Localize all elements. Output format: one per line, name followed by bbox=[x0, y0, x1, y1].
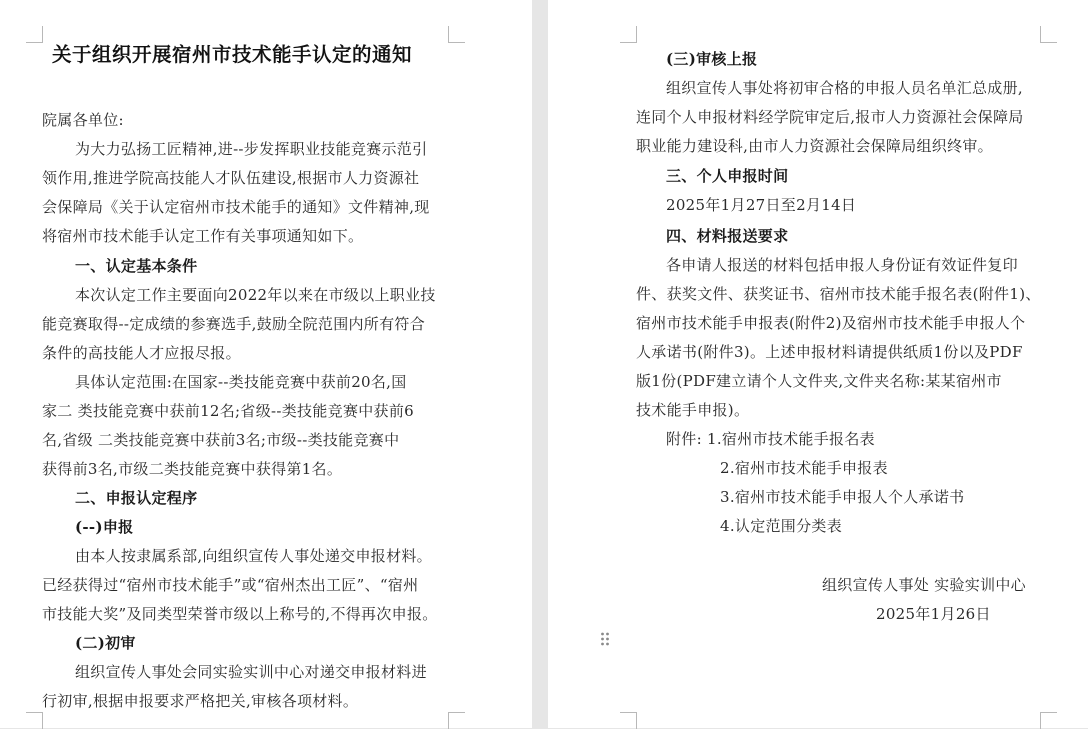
body-line: 件、获奖文件、获奖证书、宿州市技术能手报名表(附件1)、 bbox=[636, 285, 1041, 303]
crop-mark-top-left bbox=[620, 26, 637, 43]
crop-mark-bottom-left bbox=[620, 712, 637, 729]
crop-mark-bottom-right bbox=[448, 712, 465, 729]
salutation: 院属各单位: bbox=[42, 111, 124, 129]
issuer-signature: 组织宣传人事处 实验实训中心 bbox=[822, 576, 1026, 594]
drag-handle-icon[interactable] bbox=[600, 632, 610, 646]
body-line: 宿州市技术能手申报表(附件2)及宿州市技术能手申报人个 bbox=[636, 314, 1026, 332]
crop-mark-top-left bbox=[26, 26, 43, 43]
body-line: 组织宣传人事处会同实验实训中心对递交申报材料进 bbox=[75, 663, 427, 681]
body-line: 市技能大奖”及同类型荣誉市级以上称号的,不得再次申报。 bbox=[42, 605, 438, 623]
section-heading-2: 二、申报认定程序 bbox=[75, 489, 198, 507]
body-line: 职业能力建设科,由市人力资源社会保障局组织终审。 bbox=[636, 137, 993, 155]
body-line: 由本人按隶属系部,向组织宣传人事处递交申报材料。 bbox=[75, 547, 432, 565]
section-heading-3: 三、个人申报时间 bbox=[666, 167, 789, 185]
document-title: 关于组织开展宿州市技术能手认定的通知 bbox=[52, 43, 413, 66]
attachment-item-2: 2.宿州市技术能手申报表 bbox=[720, 459, 888, 477]
application-period: 2025年1月27日至2月14日 bbox=[666, 196, 857, 214]
attachment-item-3: 3.宿州市技术能手申报人个人承诺书 bbox=[720, 488, 965, 506]
crop-mark-top-right bbox=[448, 26, 465, 43]
body-line: 版1份(PDF建立请个人文件夹,文件夹名称:某某宿州市 bbox=[636, 372, 1002, 390]
attachment-item-1: 附件: 1.宿州市技术能手报名表 bbox=[666, 430, 875, 448]
body-line: 各申请人报送的材料包括申报人身份证有效证件复印 bbox=[666, 256, 1018, 274]
body-line: 组织宣传人事处将初审合格的申报人员名单汇总成册, bbox=[666, 79, 1023, 97]
body-line: 能竞赛取得--定成绩的参赛选手,鼓励全院范围内所有符合 bbox=[42, 315, 426, 333]
body-line: 条件的高技能人才应报尽报。 bbox=[42, 344, 241, 362]
subsection-heading-2: (二)初审 bbox=[75, 634, 136, 652]
section-heading-1: 一、认定基本条件 bbox=[75, 257, 198, 275]
subsection-heading-3: (三)审核上报 bbox=[666, 50, 758, 68]
crop-mark-bottom-right bbox=[1040, 712, 1057, 729]
body-line: 家二 类技能竞赛中获前12名;省级--类技能竞赛中获前6 bbox=[42, 402, 414, 420]
body-line: 将宿州市技术能手认定工作有关事项通知如下。 bbox=[42, 227, 364, 245]
body-line: 会保障局《关于认定宿州市技术能手的通知》文件精神,现 bbox=[42, 198, 430, 216]
issue-date: 2025年1月26日 bbox=[876, 605, 991, 623]
body-line: 获得前3名,市级二类技能竞赛中获得第1名。 bbox=[42, 460, 343, 478]
body-line: 具体认定范围:在国家--类技能竞赛中获前20名,国 bbox=[75, 373, 407, 391]
body-line: 为大力弘扬工匠精神,进--步发挥职业技能竞赛示范引 bbox=[75, 140, 428, 158]
body-line: 领作用,推进学院高技能人才队伍建设,根据市人力资源社 bbox=[42, 169, 420, 187]
crop-mark-bottom-left bbox=[26, 712, 43, 729]
body-line: 技术能手申报)。 bbox=[636, 401, 750, 419]
body-line: 连同个人申报材料经学院审定后,报市人力资源社会保障局 bbox=[636, 108, 1024, 126]
crop-mark-top-right bbox=[1040, 26, 1057, 43]
section-heading-4: 四、材料报送要求 bbox=[666, 227, 789, 245]
body-line: 行初审,根据申报要求严格把关,审核各项材料。 bbox=[42, 692, 359, 710]
body-line: 本次认定工作主要面向2022年以来在市级以上职业技 bbox=[75, 286, 436, 304]
document-page-left bbox=[0, 0, 532, 728]
attachment-item-4: 4.认定范围分类表 bbox=[720, 517, 843, 535]
subsection-heading-1: (--)申报 bbox=[75, 518, 134, 536]
document-page-right bbox=[548, 0, 1088, 728]
body-line: 名,省级 二类技能竞赛中获前3名;市级--类技能竞赛中 bbox=[42, 431, 400, 449]
body-line: 人承诺书(附件3)。上述申报材料请提供纸质1份以及PDF bbox=[636, 343, 1023, 361]
body-line: 已经获得过“宿州市技术能手”或“宿州杰出工匠”、“宿州 bbox=[42, 576, 419, 594]
